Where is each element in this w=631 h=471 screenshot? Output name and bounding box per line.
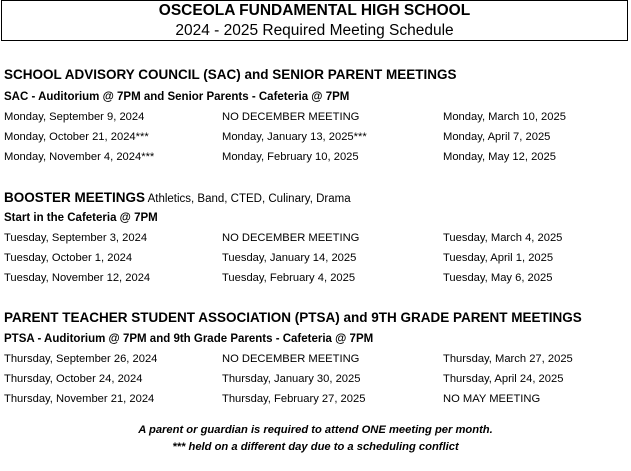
meeting-date: Tuesday, November 12, 2024 bbox=[4, 272, 151, 284]
meeting-date: NO DECEMBER MEETING bbox=[222, 111, 360, 123]
school-name: OSCEOLA FUNDAMENTAL HIGH SCHOOL bbox=[158, 2, 471, 19]
meeting-date: Tuesday, September 3, 2024 bbox=[4, 232, 148, 244]
footer-requirement-note: A parent or guardian is required to attend ONE meeting per month. bbox=[138, 424, 493, 436]
meeting-date: Monday, October 21, 2024*** bbox=[4, 131, 149, 143]
meeting-date: Tuesday, March 4, 2025 bbox=[443, 232, 563, 244]
section-location-ptsa: PTSA - Auditorium @ 7PM and 9th Grade Parents - Cafeteria @ 7PM bbox=[4, 333, 374, 345]
meeting-date: Thursday, October 24, 2024 bbox=[4, 373, 143, 385]
meeting-date: Thursday, November 21, 2024 bbox=[4, 393, 155, 405]
section-location-booster: Start in the Cafeteria @ 7PM bbox=[4, 212, 158, 224]
meeting-date: Monday, April 7, 2025 bbox=[443, 131, 551, 143]
meeting-date: Thursday, April 24, 2025 bbox=[443, 373, 564, 385]
section-title-booster: BOOSTER MEETINGS Athletics, Band, CTED, Culinary, Drama bbox=[4, 190, 351, 205]
footer-asterisk-note: *** held on a different day due to a scheduling conflict bbox=[172, 441, 459, 453]
meeting-date: Thursday, January 30, 2025 bbox=[222, 373, 361, 385]
section-title-ptsa: PARENT TEACHER STUDENT ASSOCIATION (PTSA) and 9TH GRADE PARENT MEETINGS bbox=[4, 310, 582, 325]
meeting-date: Tuesday, January 14, 2025 bbox=[222, 252, 357, 264]
section-title-sac: SCHOOL ADVISORY COUNCIL (SAC) and SENIOR PARENT MEETINGS bbox=[4, 67, 457, 82]
meeting-date: Thursday, March 27, 2025 bbox=[443, 353, 573, 365]
meeting-date: Monday, March 10, 2025 bbox=[443, 111, 566, 123]
meeting-date: Tuesday, February 4, 2025 bbox=[222, 272, 356, 284]
meeting-date: NO DECEMBER MEETING bbox=[222, 353, 360, 365]
meeting-date: Monday, May 12, 2025 bbox=[443, 151, 556, 163]
meeting-date: Monday, November 4, 2024*** bbox=[4, 151, 155, 163]
meeting-date: Tuesday, April 1, 2025 bbox=[443, 252, 554, 264]
header-box bbox=[1, 0, 628, 41]
schedule-subtitle: 2024 - 2025 Required Meeting Schedule bbox=[175, 22, 454, 39]
meeting-date: Tuesday, October 1, 2024 bbox=[4, 252, 133, 264]
meeting-date: Monday, September 9, 2024 bbox=[4, 111, 145, 123]
meeting-date: Thursday, September 26, 2024 bbox=[4, 353, 158, 365]
meeting-date: NO MAY MEETING bbox=[443, 393, 541, 405]
meeting-date: Thursday, February 27, 2025 bbox=[222, 393, 366, 405]
meeting-date: Monday, February 10, 2025 bbox=[222, 151, 359, 163]
section-location-sac: SAC - Auditorium @ 7PM and Senior Parents - Cafeteria @ 7PM bbox=[4, 91, 350, 103]
meeting-date: NO DECEMBER MEETING bbox=[222, 232, 360, 244]
meeting-date: Monday, January 13, 2025*** bbox=[222, 131, 367, 143]
meeting-date: Tuesday, May 6, 2025 bbox=[443, 272, 553, 284]
